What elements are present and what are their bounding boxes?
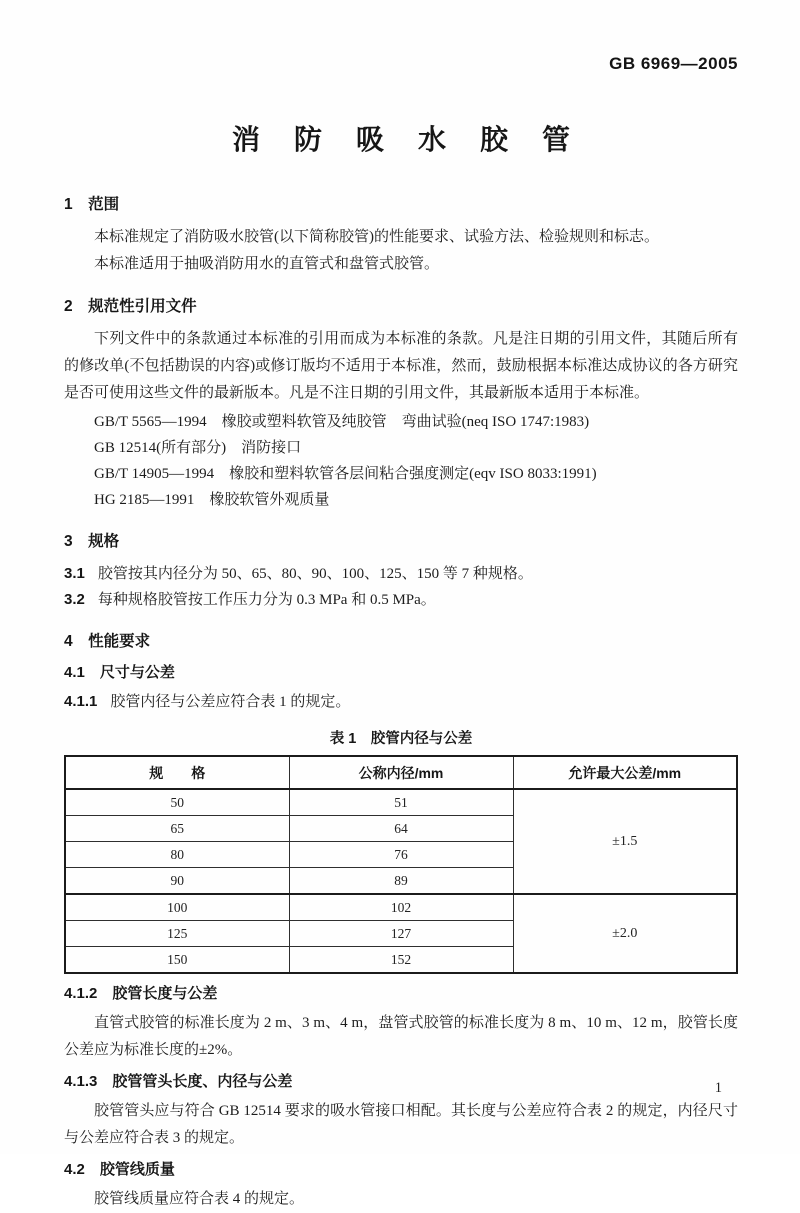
cell-diameter: 127 xyxy=(289,921,513,947)
cell-spec: 50 xyxy=(65,789,289,816)
column-header-spec: 规 格 xyxy=(65,756,289,789)
reference-item: GB/T 5565—1994 橡胶或塑料软管及纯胶管 弯曲试验(neq ISO 1747:1983) xyxy=(94,414,590,430)
cell-diameter: 64 xyxy=(289,816,513,842)
reference-item: GB 12514(所有部分) 消防接口 xyxy=(94,440,302,456)
clause-4-1-1 xyxy=(64,689,738,715)
clause-4-1-heading: 4.1 尺寸与公差 xyxy=(64,664,175,681)
table-1-caption: 表 1 胶管内径与公差 xyxy=(329,731,473,747)
cell-spec: 90 xyxy=(65,868,289,895)
cell-diameter: 152 xyxy=(289,947,513,974)
table-row xyxy=(65,894,737,921)
section-1-heading: 1 范围 xyxy=(64,196,120,213)
clause-text: 每种规格胶管按工作压力分为 0.3 MPa 和 0.5 MPa。 xyxy=(97,592,436,608)
cell-spec: 150 xyxy=(65,947,289,974)
cell-diameter: 76 xyxy=(289,842,513,868)
column-header-diameter: 公称内径/mm xyxy=(289,756,513,789)
section-3-heading: 3 规格 xyxy=(64,533,120,550)
scope-paragraph-1: 本标准规定了消防吸水胶管(以下简称胶管)的性能要求、试验方法、检验规则和标志。 xyxy=(94,229,659,245)
cell-tolerance-group-2: ±2.0 xyxy=(513,894,737,973)
table-1 xyxy=(64,755,738,974)
table-header-row xyxy=(65,756,737,789)
clause-4-1-2-heading: 4.1.2 胶管长度与公差 xyxy=(64,985,218,1002)
clause-text: 胶管内径与公差应符合表 1 的规定。 xyxy=(110,694,351,710)
standard-code: GB 6969—2005 xyxy=(609,54,738,73)
scope-paragraph-2: 本标准适用于抽吸消防用水的直管式和盘管式胶管。 xyxy=(94,256,440,272)
cell-spec: 125 xyxy=(65,921,289,947)
clause-4-1-2-paragraph: 直管式胶管的标准长度为 2 m、3 m、4 m，盘管式胶管的标准长度为 8 m、10 m、12 m，胶管长度公差应为标准长度的±2%。 xyxy=(64,1015,738,1058)
page-number: 1 xyxy=(714,1080,722,1096)
clause-text: 胶管按其内径分为 50、65、80、90、100、125、150 等 7 种规格。 xyxy=(97,566,533,582)
clause-3-2 xyxy=(64,587,738,613)
reference-item: GB/T 14905—1994 橡胶和塑料软管各层间粘合强度测定(eqv ISO 8033:1991) xyxy=(94,466,597,482)
cell-diameter: 89 xyxy=(289,868,513,895)
cell-spec: 65 xyxy=(65,816,289,842)
cell-diameter: 102 xyxy=(289,894,513,921)
section-2-heading: 2 规范性引用文件 xyxy=(64,298,197,315)
clause-number: 3.1 xyxy=(64,565,85,582)
cell-tolerance-group-1: ±1.5 xyxy=(513,789,737,894)
document-title: 消防吸水胶管 xyxy=(231,124,604,155)
cell-spec: 80 xyxy=(65,842,289,868)
clause-4-2-heading: 4.2 胶管线质量 xyxy=(64,1161,175,1178)
cell-diameter: 51 xyxy=(289,789,513,816)
reference-item: HG 2185—1991 橡胶软管外观质量 xyxy=(94,492,330,508)
clause-4-2-paragraph: 胶管线质量应符合表 4 的规定。 xyxy=(94,1191,305,1207)
reference-list xyxy=(64,409,738,513)
clause-4-1-3-paragraph: 胶管管头应与符合 GB 12514 要求的吸水管接口相配。其长度与公差应符合表 2 的规定，内径尺寸与公差应符合表 3 的规定。 xyxy=(64,1103,738,1146)
section-4-heading: 4 性能要求 xyxy=(64,633,151,650)
column-header-tolerance: 允许最大公差/mm xyxy=(513,756,737,789)
references-intro: 下列文件中的条款通过本标准的引用而成为本标准的条款。凡是注日期的引用文件，其随后所有的修改单(不包括勘误的内容)或修订版均不适用于本标准，然而，鼓励根据本标准达成协议的各方研究是否可使用这些文件的最新版本。凡是不注日期的引用文件，其最新版本适用于本标准。 xyxy=(64,331,738,401)
clause-3-1 xyxy=(64,561,738,587)
clause-number: 4.1.1 xyxy=(64,693,98,710)
clause-number: 3.2 xyxy=(64,591,85,608)
clause-4-1-3-heading: 4.1.3 胶管管头长度、内径与公差 xyxy=(64,1073,293,1090)
cell-spec: 100 xyxy=(65,894,289,921)
table-row xyxy=(65,789,737,816)
